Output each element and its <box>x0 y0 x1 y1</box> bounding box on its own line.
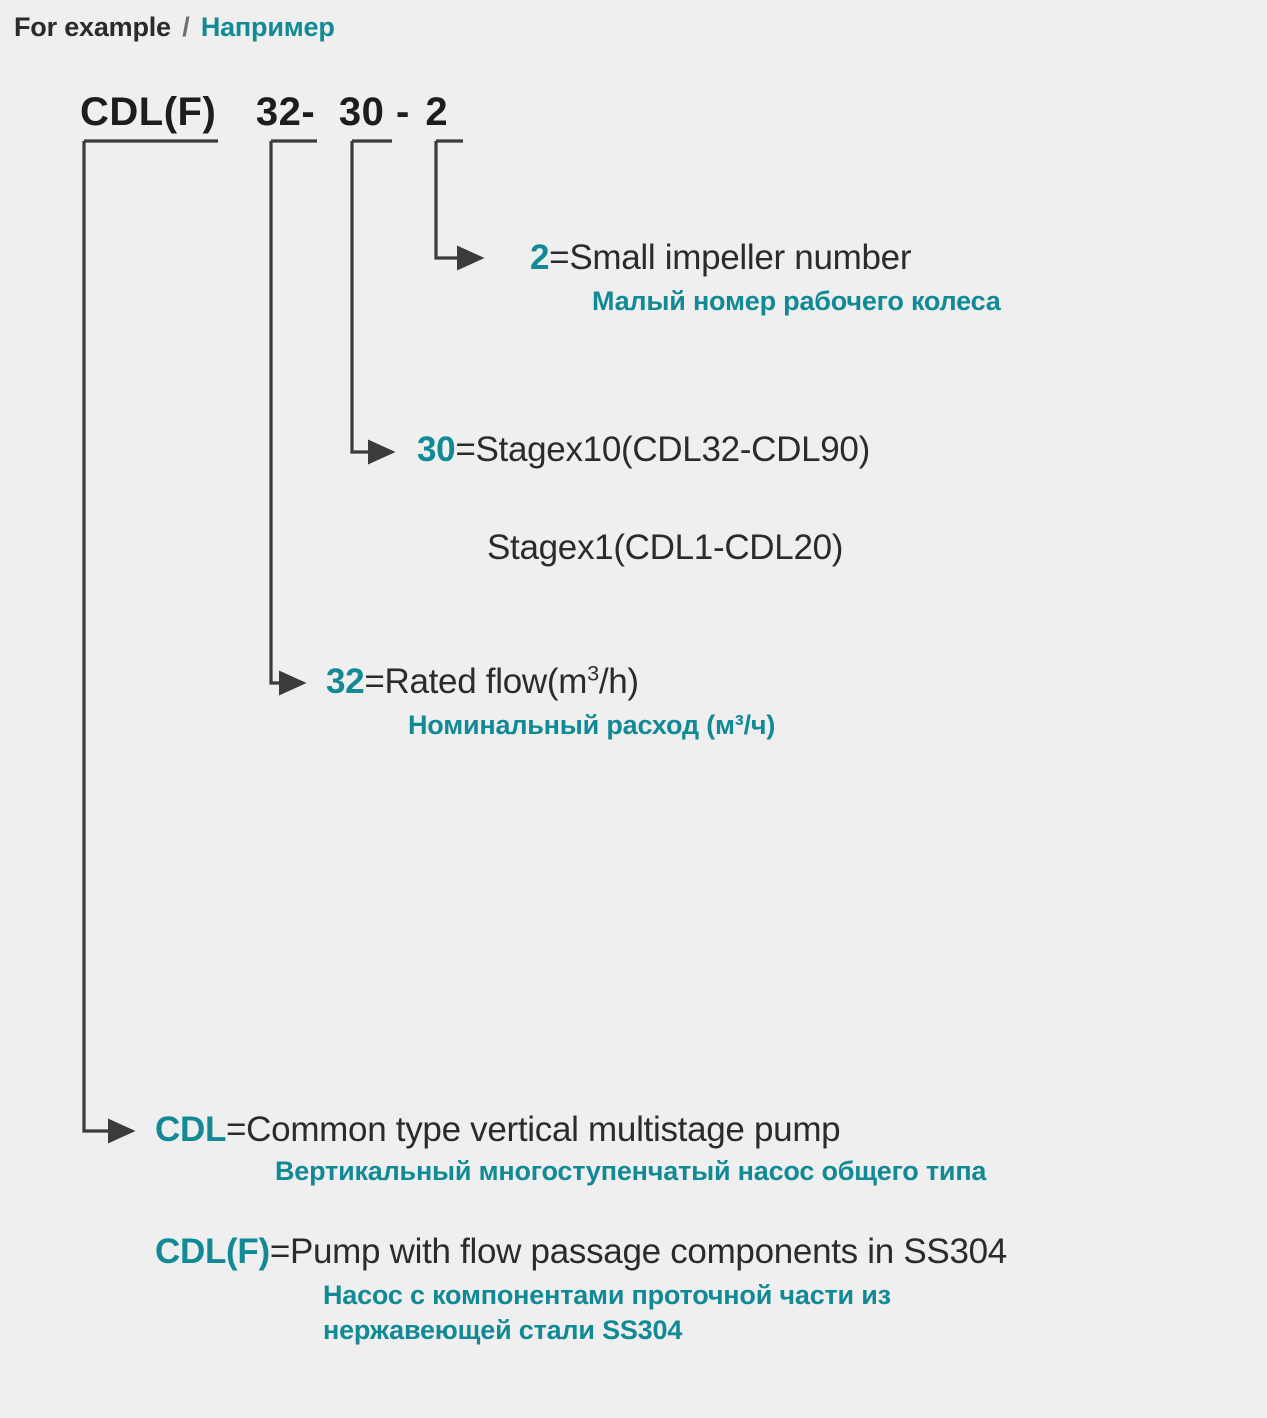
callout-impeller-ru: Малый номер рабочего колеса <box>592 286 1001 316</box>
callout-cdl-key: CDL <box>155 1110 227 1149</box>
callout-stage-equals: = <box>455 430 476 469</box>
callout-stage-key: 30 <box>417 430 456 469</box>
callout-impeller-key: 2 <box>530 238 550 277</box>
callout-cdlf-text: Pump with flow passage components in SS304 <box>289 1232 1007 1271</box>
callout-stage <box>417 430 870 470</box>
callout-stage-text: Stagex10(CDL32-CDL90) <box>475 430 870 469</box>
model-code-series: CDL(F) <box>80 90 217 134</box>
bracket-impeller-stem <box>436 141 481 258</box>
callout-cdl <box>155 1110 986 1187</box>
callout-impeller-equals: = <box>549 238 570 277</box>
bracket-series-stem <box>84 141 132 1131</box>
callout-flow <box>326 662 775 741</box>
callout-cdl-equals: = <box>226 1110 247 1149</box>
model-code-stage: 30 - <box>338 90 410 134</box>
callout-flow-text-pre: Rated flow(m <box>384 662 588 701</box>
callout-cdlf-en <box>155 1232 1043 1272</box>
callout-cdl-text: Common type vertical multistage pump <box>246 1110 841 1149</box>
callout-stage-en <box>417 430 870 470</box>
callout-cdl-en <box>155 1110 986 1150</box>
callout-flow-equals: = <box>364 662 385 701</box>
callout-flow-en <box>326 662 775 702</box>
bracket-flow-stem <box>271 141 303 683</box>
callout-flow-text-post: /h) <box>598 662 639 701</box>
callout-flow-ru: Номинальный расход (м³/ч) <box>408 710 776 740</box>
page-title-separator: / <box>182 12 190 42</box>
callout-flow-exponent: 3 <box>587 660 599 686</box>
callout-stage-secondary <box>487 528 843 568</box>
callout-cdlf-ru: Насос с компонентами проточной части из нержавеющей стали SS304 <box>323 1280 891 1346</box>
model-code-flow: 32- <box>255 90 316 134</box>
callout-cdl-ru: Вертикальный многоступенчатый насос общего типа <box>275 1156 987 1186</box>
model-code-impeller: 2 <box>425 90 449 134</box>
callout-cdlf-equals: = <box>269 1232 290 1271</box>
callout-stage-second-text: Stagex1(CDL1-CDL20) <box>487 528 844 567</box>
callout-flow-key: 32 <box>326 662 365 701</box>
callout-cdlf-key: CDL(F) <box>155 1232 270 1271</box>
callout-impeller-text: Small impeller number <box>569 238 912 277</box>
callout-impeller <box>530 238 1001 317</box>
callout-impeller-en <box>530 238 1001 278</box>
page-title-en: For example <box>14 12 171 42</box>
page-title-ru: Например <box>200 12 335 42</box>
bracket-stage-stem <box>352 141 392 452</box>
callout-cdlf <box>155 1232 1043 1348</box>
